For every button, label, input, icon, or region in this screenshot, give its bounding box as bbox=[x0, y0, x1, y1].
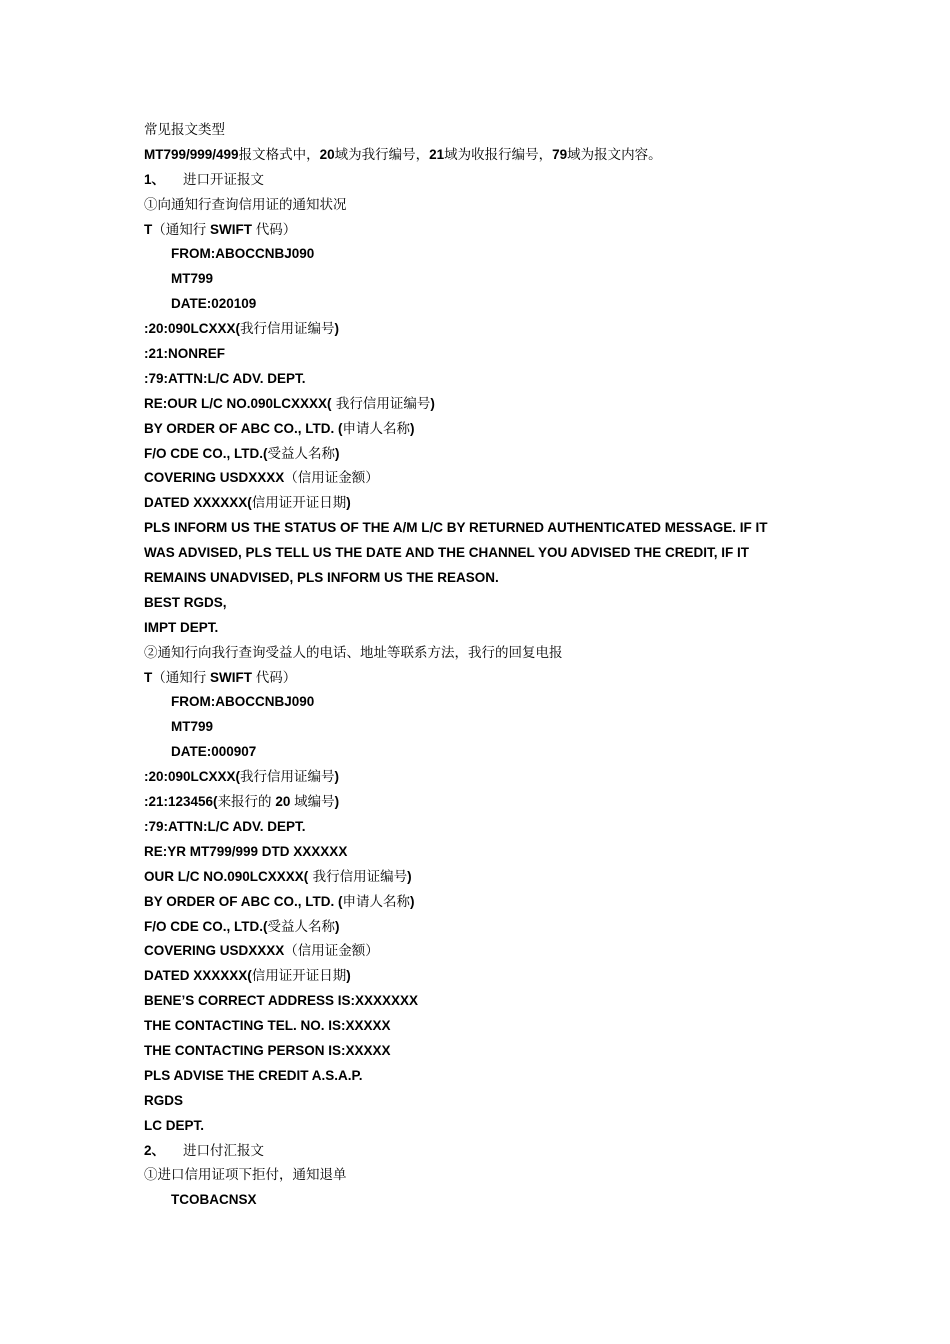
s1a-dated: DATED XXXXXX(信用证开证日期) bbox=[144, 495, 351, 512]
s1b-date: DATE:000907 bbox=[171, 744, 257, 760]
s1b-rgds: RGDS bbox=[144, 1092, 184, 1108]
s1b-by-order: BY ORDER OF ABC CO., LTD. (申请人名称) bbox=[144, 893, 415, 910]
intro-text-1: 报文格式中， bbox=[238, 146, 320, 163]
section-2-number: 2、 bbox=[144, 1142, 166, 1158]
intro-mt: MT799/999/499 bbox=[144, 146, 239, 162]
s1b-dated: DATED XXXXXX(信用证开证日期) bbox=[144, 968, 351, 985]
s1b-our-lc: OUR L/C NO.090LCXXXX( 我行信用证编号) bbox=[144, 868, 412, 885]
s1b-from: FROM:ABOCCNBJ090 bbox=[171, 694, 315, 710]
section-1-heading bbox=[144, 168, 824, 193]
s1b-re: RE:YR MT799/999 DTD XXXXXX bbox=[144, 843, 348, 859]
s1b-covering: COVERING USDXXXX（信用证金额） bbox=[144, 943, 379, 960]
s1a-by-order: BY ORDER OF ABC CO., LTD. (申请人名称) bbox=[144, 420, 415, 437]
s1b-field-20: :20:090LCXXX(我行信用证编号) bbox=[144, 769, 340, 786]
s1a-date: DATE:020109 bbox=[171, 296, 257, 312]
document-body bbox=[144, 118, 824, 1213]
s1b-fo: F/O CDE CO., LTD.(受益人名称) bbox=[144, 918, 340, 935]
s2a-code: TCOBACNSX bbox=[171, 1192, 257, 1208]
s1a-best-rgds: BEST RGDS, bbox=[144, 594, 227, 610]
section-1-title: 进口开证报文 bbox=[183, 171, 265, 188]
s1a-field-79: :79:ATTN:L/C ADV. DEPT. bbox=[144, 370, 306, 386]
doc-title: 常见报文类型 bbox=[144, 122, 225, 138]
s1a-impt-dept: IMPT DEPT. bbox=[144, 619, 219, 635]
subsection-2a-heading: ①进口信用证项下拒付，通知退单 bbox=[144, 1167, 347, 1184]
intro-79: 79 bbox=[552, 146, 568, 162]
intro-line bbox=[144, 143, 824, 168]
intro-21: 21 bbox=[429, 146, 445, 162]
s1a-mt: MT799 bbox=[171, 271, 214, 287]
s1a-t-line: T（通知行 SWIFT 代码） bbox=[144, 221, 297, 238]
intro-text-3: 域为收报行编号， bbox=[444, 146, 553, 163]
intro-text-2: 域为我行编号， bbox=[334, 146, 430, 163]
subsection-1b-heading: ②通知行向我行查询受益人的电话、地址等联系方法，我行的回复电报 bbox=[144, 644, 563, 661]
s1a-field-20: :20:090LCXXX(我行信用证编号) bbox=[144, 321, 340, 338]
s1a-fo: F/O CDE CO., LTD.(受益人名称) bbox=[144, 445, 340, 462]
s1a-field-21: :21:NONREF bbox=[144, 346, 226, 362]
s1b-mt: MT799 bbox=[171, 719, 214, 735]
s1a-from: FROM:ABOCCNBJ090 bbox=[171, 246, 315, 262]
s1b-field-79: :79:ATTN:L/C ADV. DEPT. bbox=[144, 818, 306, 834]
s1b-advise: PLS ADVISE THE CREDIT A.S.A.P. bbox=[144, 1067, 363, 1083]
s1a-covering: COVERING USDXXXX（信用证金额） bbox=[144, 470, 379, 487]
s1a-re: RE:OUR L/C NO.090LCXXXX( 我行信用证编号) bbox=[144, 395, 435, 412]
s1a-pls-line-3: REMAINS UNADVISED, PLS INFORM US THE REASON. bbox=[144, 570, 499, 586]
s1b-lc-dept: LC DEPT. bbox=[144, 1117, 205, 1133]
subsection-1a-heading: ①向通知行查询信用证的通知状况 bbox=[144, 196, 347, 213]
section-1-number: 1、 bbox=[144, 171, 166, 187]
intro-20: 20 bbox=[319, 146, 335, 162]
s1b-tel: THE CONTACTING TEL. NO. IS:XXXXX bbox=[144, 1018, 391, 1034]
s1b-t-line: T（通知行 SWIFT 代码） bbox=[144, 669, 297, 686]
s1b-field-21: :21:123456(来报行的 20 域编号) bbox=[144, 794, 340, 811]
intro-text-4: 域为报文内容。 bbox=[567, 146, 662, 163]
section-2-heading bbox=[144, 1139, 824, 1164]
s1b-person: THE CONTACTING PERSON IS:XXXXX bbox=[144, 1042, 391, 1058]
s1a-pls-line-2: WAS ADVISED, PLS TELL US THE DATE AND THE CHANNEL YOU ADVISED THE CREDIT, IF IT bbox=[144, 545, 750, 561]
section-2-title: 进口付汇报文 bbox=[183, 1142, 265, 1159]
s1b-address: BENE’S CORRECT ADDRESS IS:XXXXXXX bbox=[144, 993, 419, 1009]
s1a-pls-line-1: PLS INFORM US THE STATUS OF THE A/M L/C BY RETURNED AUTHENTICATED MESSAGE. IF IT bbox=[144, 520, 768, 536]
